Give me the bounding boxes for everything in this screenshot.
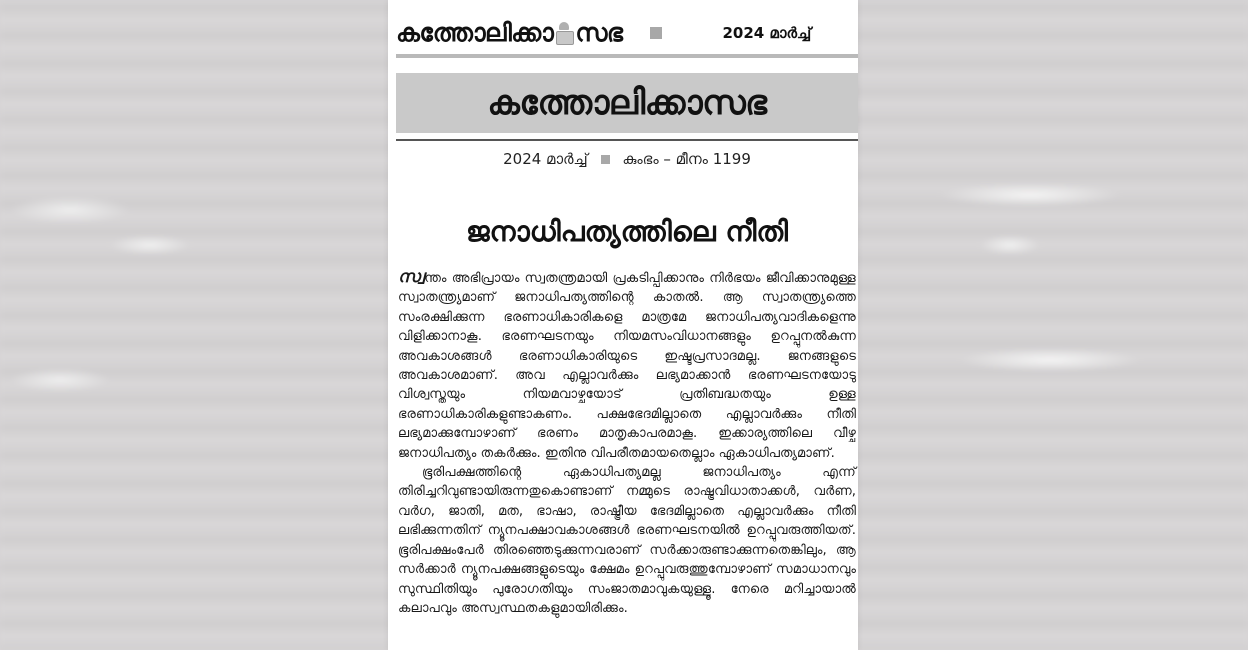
header-rule	[396, 54, 858, 58]
brand-name-part2: സഭ	[575, 18, 623, 47]
masthead-title: കത്തോലിക്കാസഭ	[487, 83, 767, 123]
church-crest-icon	[555, 22, 573, 44]
page-header	[396, 12, 856, 54]
article-body	[398, 268, 856, 618]
paragraph-2: ഭൂരിപക്ഷത്തിന്റെ ഏകാധിപത്യമല്ല ജനാധിപത്യം എന്ന് തിരിച്ചറിവുണ്ടായിരുന്നതുകൊണ്ടാണ് നമ്മുടെ രാഷ്ട്രവിധാതാക്കൾ, വർണ, വർഗ, ജാതി, മത, ഭാഷാ, രാഷ്ട്രീയ ഭേദമില്ലാതെ എല്ലാവർക്കും നീതി ലഭിക്കുന്നതിന് ന്യൂനപക്ഷാവകാശങ്ങൾ ഭരണഘടനയിൽ ഉറപ്പുവരുത്തിയത്. ഭൂരിപക്ഷംപേർ തിരഞ്ഞെടുക്കുന്നവരാണ് സർക്കാരുണ്ടാക്കുന്നതെങ്കിലും, ആ സർക്കാർ ന്യൂനപക്ഷങ്ങളുടെയും ക്ഷേമം ഉറപ്പുവരുത്തുമ്പോഴാണ് സമാധാനവും സുസ്ഥിതിയും പുരോഗതിയും സംജാതമാവുകയുള്ളൂ. നേരെ മറിച്ചായാൽ കലാപവും അസ്വസ്ഥതകളുമായിരിക്കും.	[398, 465, 856, 616]
paragraph-1	[398, 268, 856, 463]
issue-calendar: കുംഭം – മീനം 1199	[622, 150, 751, 168]
publication-brand	[396, 18, 622, 48]
separator-square-icon	[601, 155, 610, 164]
issue-line	[396, 150, 858, 168]
drop-cap: സ്വ	[398, 267, 425, 287]
masthead-band	[396, 73, 858, 133]
newspaper-page	[388, 0, 858, 650]
article-headline: ജനാധിപത്യത്തിലെ നീതി	[465, 215, 788, 248]
masthead-rule	[396, 139, 858, 141]
separator-square-icon	[650, 27, 662, 39]
header-date: 2024 മാർച്ച്	[722, 24, 812, 42]
paragraph-1-text: ന്തം അഭിപ്രായം സ്വതന്ത്രമായി പ്രകടിപ്പിക്കാനും നിർഭയം ജീവിക്കാനുമുള്ള സ്വാതന്ത്ര്യമാണ് ജനാധിപത്യത്തിന്റെ കാതൽ. ആ സ്വാതന്ത്ര്യത്തെ സംരക്ഷിക്കുന്ന ഭരണാധികാരികളെ മാത്രമേ ജനാധിപത്യവാദികളെന്നു വിളിക്കാനാകൂ. ഭരണഘടനയും നിയമസംവിധാനങ്ങളും ഉറപ്പുനൽകുന്ന അവകാശങ്ങൾ ഭരണാധികാരിയുടെ ഇഷ്ടപ്രസാദമല്ല. ജനങ്ങളുടെ അവകാശമാണ്. അവ എല്ലാവർക്കും ലഭ്യമാക്കാൻ ഭരണഘടനയോടു വിശ്വസ്തയും നിയമവാഴ്ചയോട് പ്രതിബദ്ധതയും ഉള്ള ഭരണാധികാരികളുണ്ടാകണം. പക്ഷഭേദമില്ലാതെ എല്ലാവർക്കും നീതി ലഭ്യമാക്കുമ്പോഴാണ് ഭരണം മാതൃകാപരമാകൂ. ഇക്കാര്യത്തിലെ വീഴ്ച ജനാധിപത്യം തകർക്കും. ഇതിനു വിപരീതമായതെല്ലാം ഏകാധിപത്യമാണ്.	[398, 271, 856, 461]
issue-date: 2024 മാർച്ച്	[503, 150, 588, 168]
brand-name-part1: കത്തോലിക്കാ	[396, 18, 554, 47]
